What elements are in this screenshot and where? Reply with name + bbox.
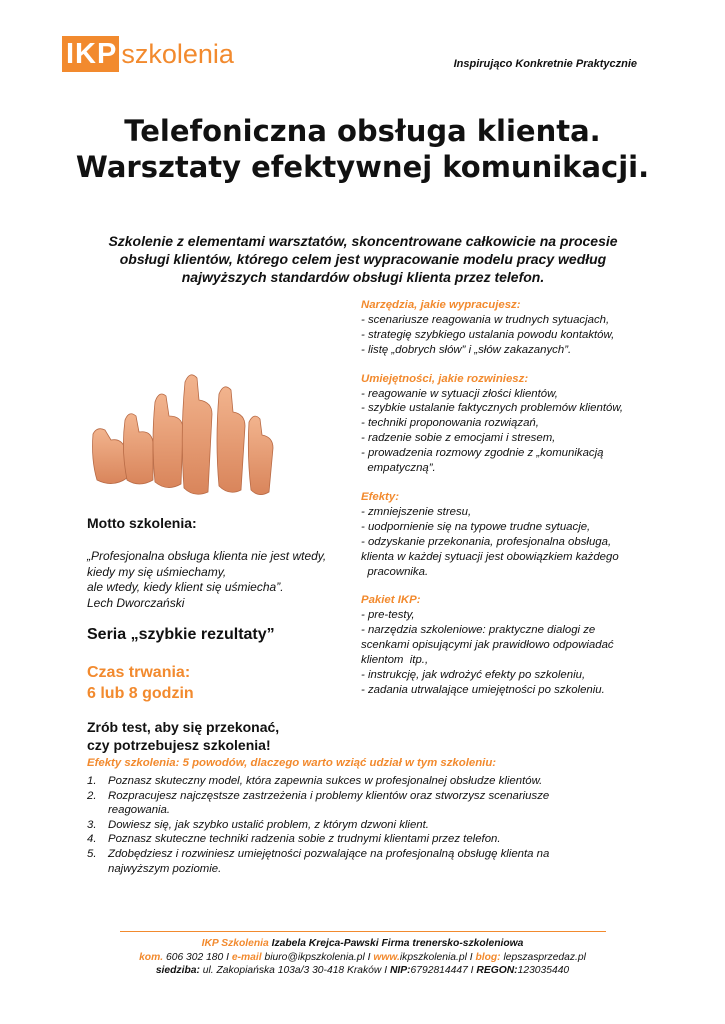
benefit-text: Poznasz skuteczne techniki radzenia sobie z trudnymi klientami przez telefon. (108, 833, 501, 846)
footer-address: ul. Zakopiańska 103a/3 30-418 Kraków I (199, 965, 390, 976)
effects-item: - zmniejszenie stresu, (361, 505, 472, 518)
duration (87, 662, 194, 704)
motto-heading: Motto szkolenia: (87, 515, 197, 531)
skills-item: - szybkie ustalanie faktycznych problemów klientów, (361, 402, 624, 415)
tools-item: - listę „dobrych słów” i „słów zakazanych”. (361, 343, 572, 356)
test-line-1: Zrób test, aby się przekonać, (87, 719, 280, 735)
benefit-text: Dowiesz się, jak szybko ustalić problem, z którym dzwoni klient. (108, 818, 429, 831)
series-label: Seria „szybkie rezultaty” (87, 626, 275, 643)
logo-box: IKP (62, 36, 119, 72)
company-logo (62, 36, 234, 72)
tools-item: - strategię szybkiego ustalania powodu kontaktów, (361, 328, 615, 341)
duration-value: 6 lub 8 godzin (87, 685, 194, 702)
package-item: - pre-testy, (361, 609, 415, 622)
footer-line-2 (0, 951, 725, 965)
benefits-heading: Efekty szkolenia: 5 powodów, dlaczego warto wziąć udział w tym szkoleniu: (87, 757, 497, 769)
package-item: - narzędzia szkoleniowe: praktyczne dialogi ze (361, 624, 596, 637)
benefit-text: Rozpracujesz najczęstsze zastrzeżenia i problemy klientów oraz stworzysz scenariusze (108, 789, 550, 802)
intro-line-2: obsługi klientów, którego celem jest wypracowanie modelu pracy według (119, 251, 607, 267)
page-title (0, 113, 725, 185)
benefit-text: reagowania. (108, 804, 171, 817)
footer-nip-label: NIP: (389, 965, 411, 976)
quote-line: „Profesjonalna obsługa klienta nie jest wtedy, (87, 549, 327, 563)
benefit-item (87, 832, 647, 847)
footer-phone: 606 302 180 I (163, 951, 232, 963)
tools-title: Narzędzia, jakie wypracujesz: (361, 299, 521, 311)
package-item: klientom itp., (361, 654, 429, 667)
intro-line-3: najwyższych standardów obsługi klienta przez telefon. (181, 269, 545, 285)
footer-blog-label: blog: (475, 951, 501, 963)
tools-section (361, 298, 661, 358)
thumbs-up-hands-image (85, 372, 285, 502)
benefit-number: 3. (87, 818, 97, 831)
effects-section (361, 490, 661, 579)
footer-line-1 (0, 937, 725, 951)
footer-blog[interactable]: lepszasprzedaz.pl (500, 951, 586, 963)
benefit-item (87, 818, 647, 833)
footer-email[interactable]: biuro@ikpszkolenia.pl I (261, 951, 374, 963)
footer-www-label: www. (373, 951, 400, 963)
effects-item: klienta w każdej sytuacji jest obowiązkiem każdego (361, 550, 619, 563)
motto-quote (87, 549, 367, 611)
benefit-item (87, 847, 647, 876)
tools-item: - scenariusze reagowania w trudnych sytuacjach, (361, 313, 610, 326)
footer-regon: 123035440 (517, 965, 570, 976)
intro-paragraph (80, 232, 646, 286)
skills-item: - prowadzenia rozmowy zgodnie z „komunikacją (361, 447, 604, 460)
effects-item: pracownika. (361, 565, 429, 578)
benefit-number: 4. (87, 833, 97, 846)
skills-item: - radzenie sobie z emocjami i stresem, (361, 432, 556, 445)
benefit-number: 1. (87, 775, 97, 787)
quote-line: kiedy my się uśmiechamy, (87, 564, 227, 579)
footer-company-name: IKP Szkolenia (201, 938, 269, 949)
footer-regon-label: REGON: (476, 965, 518, 976)
benefit-number: 5. (87, 847, 97, 860)
title-line-2: Warsztaty efektywnej komunikacji. (75, 150, 650, 184)
skills-title: Umiejętności, jakie rozwiniesz: (361, 372, 529, 385)
quote-line: ale wtedy, kiedy klient się uśmiecha”. (87, 580, 284, 594)
footer-company-desc: Izabela Krejca-Pawski Firma trenersko-szkoleniowa (268, 938, 524, 949)
test-callout (87, 718, 279, 754)
right-column (361, 298, 661, 712)
footer (0, 937, 725, 978)
package-item: - zadania utrwalające umiejętności po szkoleniu. (361, 683, 605, 696)
benefit-text: najwyższym poziomie. (108, 862, 222, 875)
footer-website[interactable]: ikpszkolenia.pl I (399, 951, 476, 963)
package-item: scenkami opisującymi jak prawidłowo odpowiadać (361, 639, 614, 652)
benefit-text: Zdobędziesz i rozwiniesz umiejętności pozwalające na profesjonalną obsługę klienta na (108, 847, 550, 860)
package-section (361, 593, 661, 697)
benefit-item (87, 789, 647, 818)
package-title: Pakiet IKP: (361, 594, 421, 607)
benefit-text: Poznasz skuteczny model, która zapewnia sukces w profesjonalnej obsłudze klientów. (108, 775, 543, 787)
footer-seat-label: siedziba: (155, 965, 200, 976)
title-line-1: Telefoniczna obsługa klienta. (124, 114, 601, 148)
benefits-list (87, 774, 647, 876)
skills-item: - techniki proponowania rozwiązań, (361, 417, 539, 430)
benefit-item (87, 774, 647, 789)
footer-divider (120, 931, 606, 932)
effects-title: Efekty: (361, 490, 399, 503)
quote-author: Lech Dworczański (87, 595, 185, 610)
duration-label: Czas trwania: (87, 664, 191, 681)
effects-item: - odzyskanie przekonania, profesjonalna obsługa, (361, 535, 612, 548)
skills-section (361, 372, 661, 476)
footer-nip: 6792814447 I (410, 965, 477, 976)
footer-line-3 (0, 964, 725, 978)
benefit-number: 2. (87, 789, 97, 802)
test-line-2: czy potrzebujesz szkolenia! (87, 737, 271, 753)
footer-email-label: e-mail (231, 951, 262, 963)
intro-line-1: Szkolenie z elementami warsztatów, skoncentrowane całkowicie na procesie (108, 233, 618, 249)
package-item: - instrukcję, jak wdrożyć efekty po szkoleniu, (361, 668, 586, 681)
tagline: Inspirująco Konkretnie Praktycznie (453, 58, 637, 70)
skills-item: - reagowanie w sytuacji złości klientów, (361, 387, 558, 400)
effects-item: - uodpornienie się na typowe trudne sytuacje, (361, 520, 591, 533)
logo-word: szkolenia (121, 39, 234, 69)
skills-item: empatyczną”. (361, 462, 436, 475)
footer-phone-label: kom. (139, 951, 164, 963)
